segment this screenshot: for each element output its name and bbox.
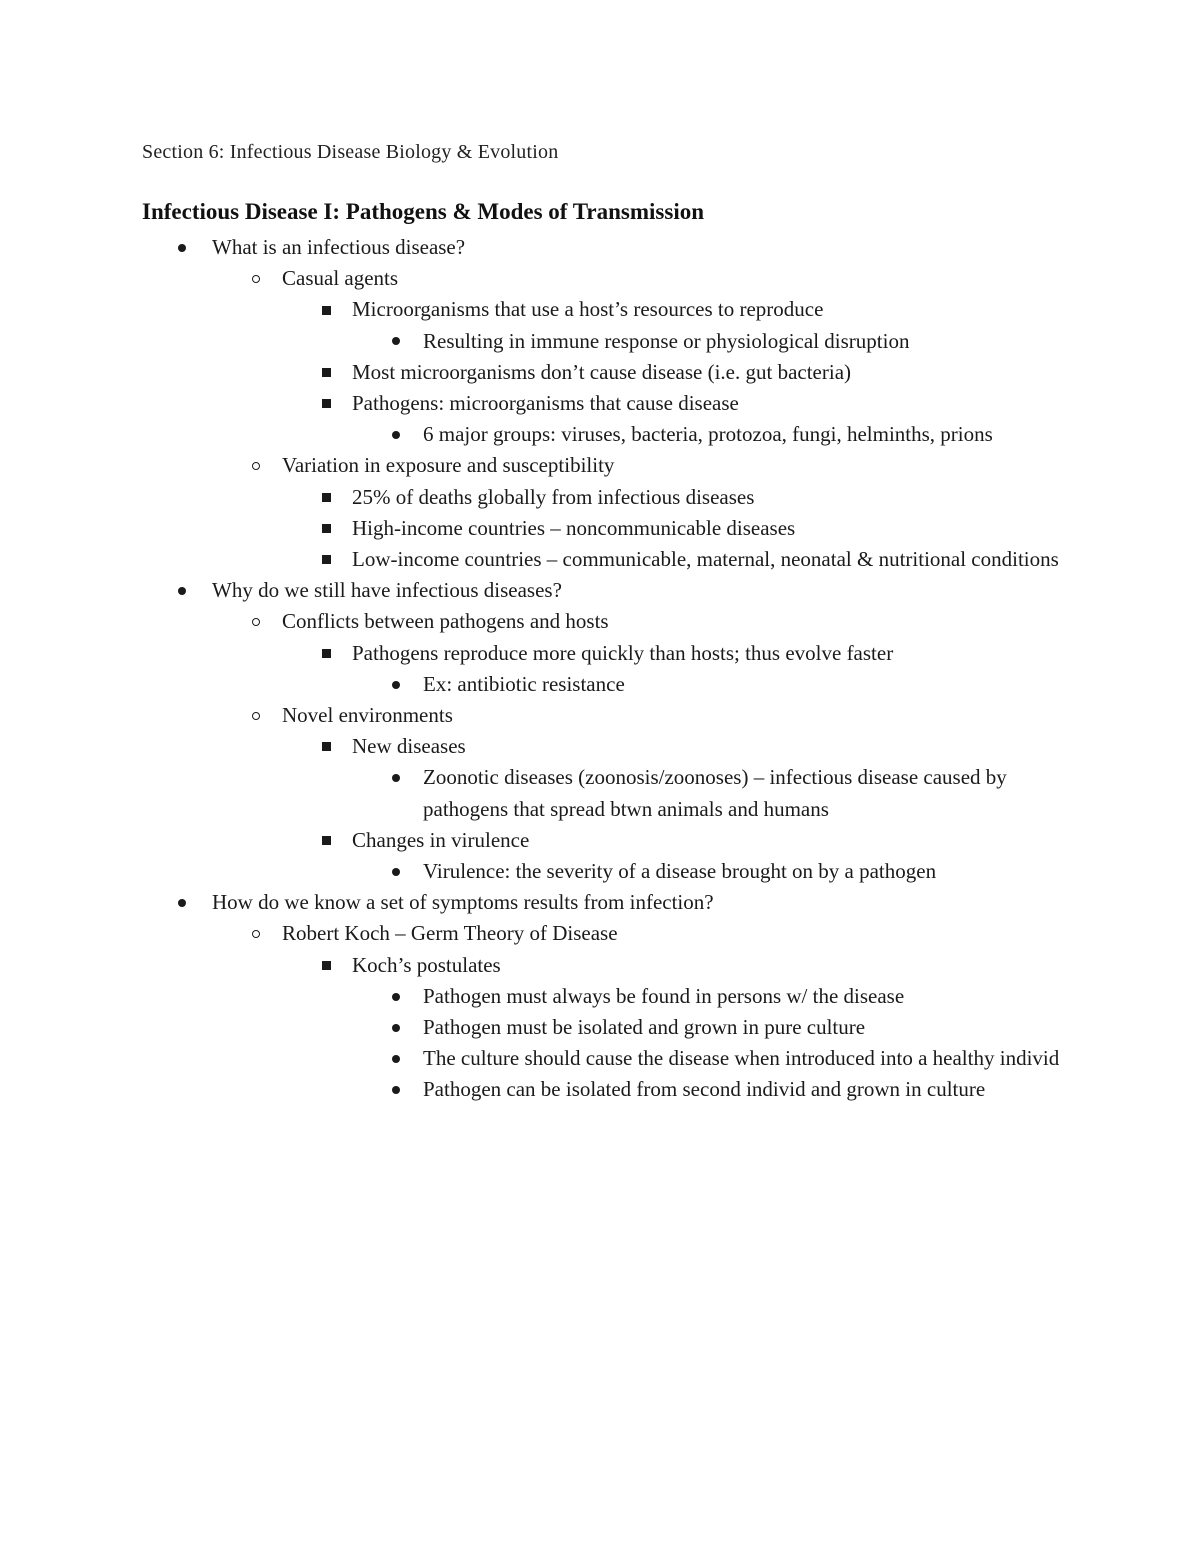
outline-item-level-2 [0, 450, 1200, 481]
outline-item-text: What is an infectious disease? [212, 235, 466, 259]
outline-item-text: High-income countries – noncommunicable diseases [352, 515, 796, 540]
bullet-disc-icon [172, 887, 192, 918]
bullet-circle-icon [246, 606, 266, 637]
bullet-square-icon [316, 388, 336, 419]
outline-item-level-4 [0, 419, 1200, 450]
outline-item-level-3 [0, 950, 1200, 981]
bullet-disc-icon [386, 1012, 406, 1043]
bullet-circle-icon [246, 700, 266, 731]
outline-item-level-2 [0, 606, 1200, 637]
outline-item-text: Conflicts between pathogens and hosts [282, 609, 609, 634]
outline-item-level-1 [0, 887, 1200, 918]
outline-item-text: The culture should cause the disease when introduced into a healthy individ [423, 1046, 1060, 1071]
outline-item-text: Changes in virulence [352, 827, 530, 852]
bullet-circle-icon [246, 450, 266, 481]
outline-item-text: Pathogens: microorganisms that cause disease [352, 391, 739, 416]
bullet-square-icon [316, 731, 336, 762]
outline-item-text: Robert Koch – Germ Theory of Disease [282, 921, 618, 946]
outline-item-text: Koch’s postulates [352, 952, 501, 977]
outline-item-level-3 [0, 544, 1200, 575]
bullet-disc-icon [172, 575, 192, 606]
outline-item-text: 6 major groups: viruses, bacteria, protozoa, fungi, helminths, prions [423, 422, 993, 447]
outline-item-text: Ex: antibiotic resistance [423, 671, 625, 696]
bullet-square-icon [316, 357, 336, 388]
document-title: Infectious Disease I: Pathogens & Modes of Transmission [142, 199, 705, 224]
bullet-square-icon [316, 482, 336, 513]
outline-item-text: Resulting in immune response or physiological disruption [423, 328, 910, 353]
outline-item-text: How do we know a set of symptoms results from infection? [212, 890, 714, 915]
outline-item-level-1 [0, 575, 1200, 606]
outline-item-level-1 [0, 232, 1200, 263]
outline-item-level-3 [0, 357, 1200, 388]
bullet-square-icon [316, 950, 336, 981]
outline-item-text: Pathogens reproduce more quickly than hosts; thus evolve faster [352, 640, 894, 665]
outline-item-level-4 [0, 326, 1200, 357]
outline-item-text: Zoonotic diseases (zoonosis/zoonoses) – infectious disease caused by pathogens that spread btwn animals and humans [423, 765, 1007, 821]
bullet-disc-icon [386, 856, 406, 887]
outline-list [0, 232, 1200, 1106]
outline-item-level-4 [0, 856, 1200, 887]
bullet-disc-icon [172, 232, 192, 263]
bullet-square-icon [316, 513, 336, 544]
outline-item-level-3 [0, 825, 1200, 856]
outline-item-level-2 [0, 263, 1200, 294]
outline-item-text: Pathogen must be isolated and grown in pure culture [423, 1015, 866, 1040]
outline-item-level-2 [0, 918, 1200, 949]
bullet-disc-icon [386, 1043, 406, 1074]
bullet-circle-icon [246, 918, 266, 949]
outline-item-level-2 [0, 700, 1200, 731]
outline-item-level-3 [0, 731, 1200, 762]
bullet-disc-icon [386, 762, 406, 793]
outline-item-text: Microorganisms that use a host’s resources to reproduce [352, 297, 824, 322]
outline-item-level-4 [0, 1074, 1200, 1105]
outline-item-level-3 [0, 513, 1200, 544]
outline-item-text: Pathogen can be isolated from second individ and grown in culture [423, 1077, 986, 1102]
outline-item-text: Variation in exposure and susceptibility [282, 453, 615, 478]
outline-item-text: New diseases [352, 734, 466, 759]
outline-item-level-4 [0, 762, 1200, 824]
bullet-square-icon [316, 544, 336, 575]
bullet-square-icon [316, 638, 336, 669]
outline-item-level-3 [0, 638, 1200, 669]
bullet-square-icon [316, 825, 336, 856]
outline-item-text: Why do we still have infectious diseases? [212, 578, 562, 603]
bullet-disc-icon [386, 1074, 406, 1105]
bullet-disc-icon [386, 981, 406, 1012]
outline-item-level-4 [0, 669, 1200, 700]
outline-item-text: Virulence: the severity of a disease brought on by a pathogen [423, 859, 937, 884]
bullet-disc-icon [386, 419, 406, 450]
outline-item-text: Most microorganisms don’t cause disease (i.e. gut bacteria) [352, 359, 852, 384]
outline-item-text: 25% of deaths globally from infectious diseases [352, 484, 755, 509]
outline-item-level-3 [0, 482, 1200, 513]
outline-item-text: Pathogen must always be found in persons w/ the disease [423, 983, 905, 1008]
outline-item-level-4 [0, 981, 1200, 1012]
outline-item-level-3 [0, 388, 1200, 419]
bullet-square-icon [316, 294, 336, 325]
bullet-disc-icon [386, 669, 406, 700]
bullet-circle-icon [246, 263, 266, 294]
outline-item-text: Low-income countries – communicable, maternal, neonatal & nutritional conditions [352, 547, 1059, 572]
outline-item-text: Casual agents [282, 266, 399, 291]
outline-item-level-3 [0, 294, 1200, 325]
outline-item-text: Novel environments [282, 703, 453, 728]
section-header: Section 6: Infectious Disease Biology & Evolution [142, 141, 559, 163]
outline-item-level-4 [0, 1012, 1200, 1043]
outline-item-level-4 [0, 1043, 1200, 1074]
bullet-disc-icon [386, 326, 406, 357]
